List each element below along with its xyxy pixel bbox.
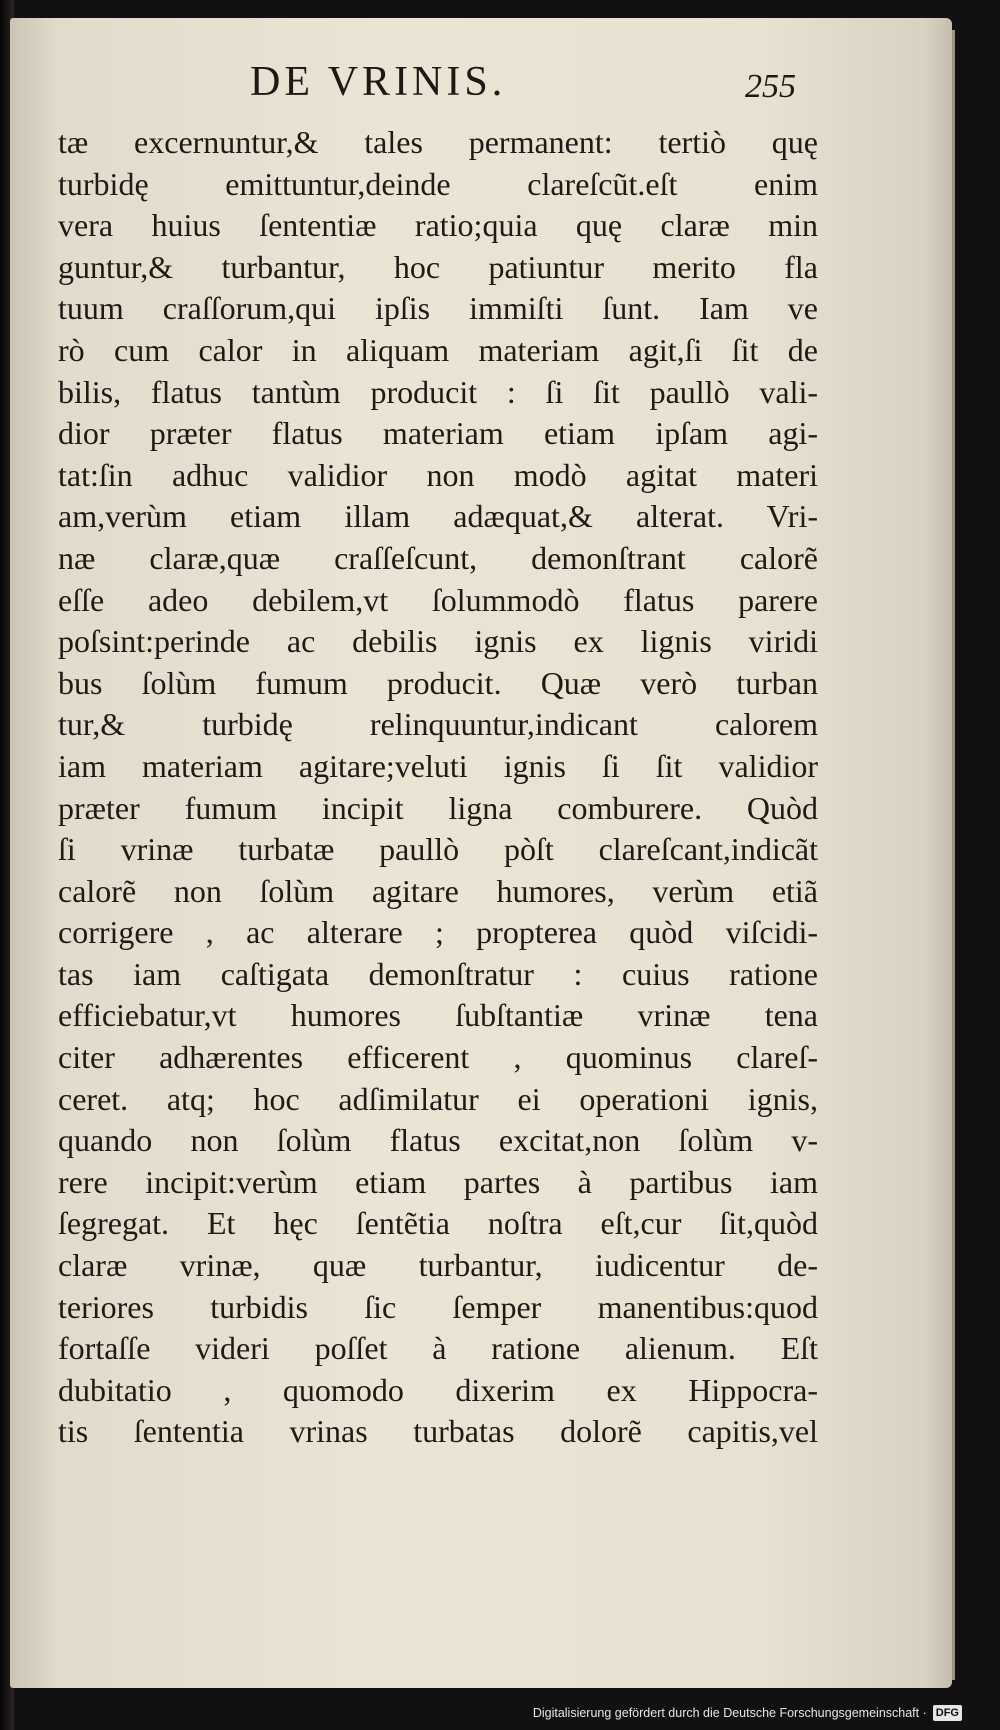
text-line: tuum craſſorum,qui ipſis immiſti ſunt. Iam ve	[58, 290, 818, 327]
body-text	[58, 122, 818, 1453]
text-line: claræ vrinæ, quæ turbantur, iudicentur de-	[58, 1247, 818, 1284]
text-line: vera huius ſententiæ ratio;quia quę claræ min	[58, 207, 818, 244]
credit-text: Digitalisierung gefördert durch die Deutsche Forschungsgemeinschaft ·	[532, 1706, 927, 1720]
text-line: tas iam caſtigata demonſtratur : cuius ratione	[58, 955, 818, 992]
text-line: rere incipit:verùm etiam partes à partibus iam	[58, 1163, 818, 1200]
book-page	[10, 18, 952, 1688]
text-line: fortaſſe videri poſſet à ratione alienum. Eſt	[58, 1330, 818, 1367]
text-line: teriores turbidis ſic ſemper manentibus:quod	[58, 1288, 818, 1325]
text-line: calorẽ non ſolùm agitare humores, verùm etiã	[58, 872, 818, 909]
text-line: iam materiam agitare;veluti ignis ſi ſit validior	[58, 747, 818, 784]
text-line: næ claræ,quæ craſſeſcunt, demonſtrant calorẽ	[58, 539, 818, 576]
text-line: am,verùm etiam illam adæquat,& alterat. Vri-	[58, 498, 818, 535]
dfg-logo-icon: DFG	[933, 1705, 962, 1721]
text-line: eſſe adeo debilem,vt ſolummodò flatus parere	[58, 581, 818, 618]
text-line: guntur,& turbantur, hoc patiuntur merito fla	[58, 248, 818, 285]
text-line: dubitatio , quomodo dixerim ex Hippocra-	[58, 1371, 818, 1408]
page-edge	[952, 30, 955, 1680]
text-line: citer adhærentes efficerent , quominus clareſ-	[58, 1039, 818, 1076]
text-line: tis ſententia vrinas turbatas dolorẽ capitis,vel	[58, 1413, 818, 1450]
text-line: ſi vrinæ turbatæ paullò pòſt clareſcant,indicãt	[58, 831, 818, 868]
text-line: tat:ſin adhuc validior non modò agitat materi	[58, 456, 818, 493]
digitization-credit	[533, 1702, 962, 1724]
text-line: efficiebatur,vt humores ſubſtantiæ vrinæ tena	[58, 997, 818, 1034]
text-line: bilis, flatus tantùm producit : ſi ſit paullò vali-	[58, 373, 818, 410]
text-line: ſegregat. Et hęc ſentẽtia noſtra eſt,cur ſit,quòd	[58, 1205, 818, 1242]
text-line: præter fumum incipit ligna comburere. Quòd	[58, 789, 818, 826]
text-line: rò cum calor in aliquam materiam agit,ſi ſit de	[58, 331, 818, 368]
text-line: tæ excernuntur,& tales permanent: tertiò quę	[58, 124, 818, 160]
text-line: turbidę emittuntur,deinde clareſcũt.eſt enim	[58, 165, 818, 202]
text-line: bus ſolùm fumum producit. Quæ verò turban	[58, 664, 818, 701]
text-line: dior præter flatus materiam etiam ipſam agi-	[58, 415, 818, 452]
page-header	[10, 58, 952, 118]
text-line: tur,& turbidę relinquuntur,indicant calorem	[58, 706, 818, 743]
text-line: ceret. atq; hoc adſimilatur ei operationi ignis,	[58, 1080, 818, 1117]
page-number: 255	[745, 68, 796, 105]
running-head: DE VRINIS.	[250, 59, 507, 105]
text-line: quando non ſolùm flatus excitat,non ſolùm v-	[58, 1122, 818, 1159]
text-line: corrigere , ac alterare ; propterea quòd viſcidi-	[58, 914, 818, 951]
text-line: poſsint:perinde ac debilis ignis ex lignis viridi	[58, 623, 818, 660]
